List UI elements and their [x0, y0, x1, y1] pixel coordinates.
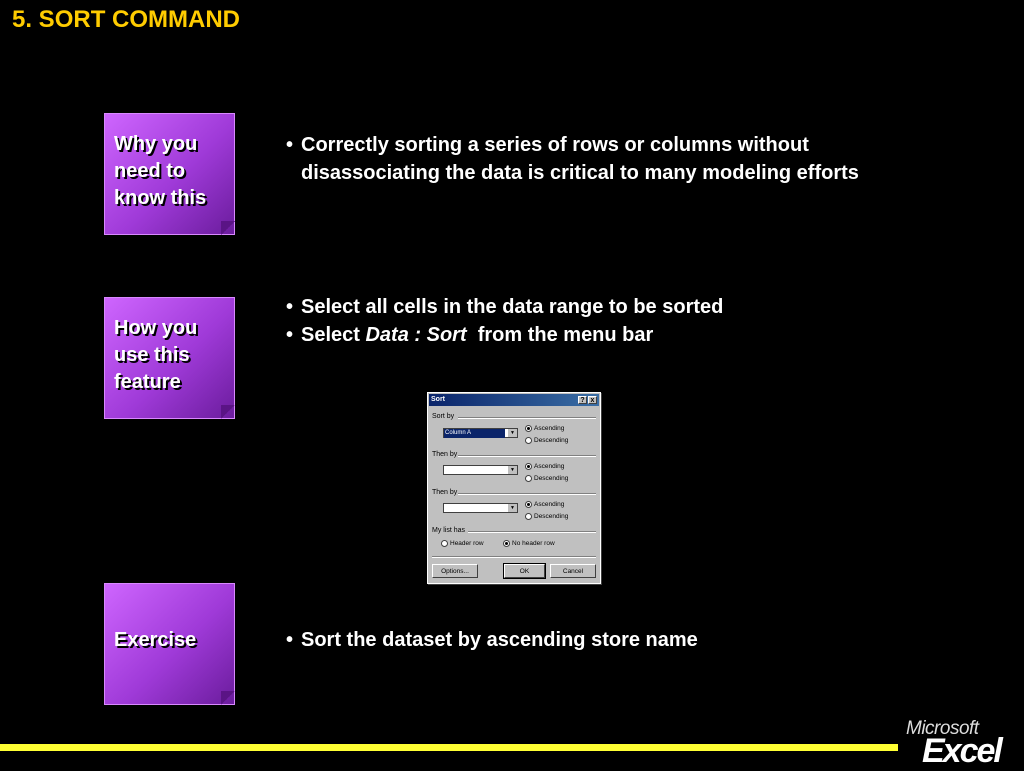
box-fold-corner: [221, 691, 235, 705]
divider: [468, 531, 596, 533]
exercise-box-label: Exercise: [114, 629, 197, 651]
microsoft-excel-logo: [906, 718, 1001, 771]
then-by-2-ascending-radio[interactable]: Ascending: [525, 501, 564, 508]
how-bullet-2: [286, 321, 906, 349]
chevron-down-icon[interactable]: ▼: [507, 429, 517, 437]
sort-by-ascending-radio[interactable]: Ascending: [525, 425, 564, 432]
box-fold-corner: [221, 405, 235, 419]
chevron-down-icon[interactable]: ▼: [507, 466, 517, 474]
divider: [432, 556, 596, 558]
why-box-label: Why you need to know this: [114, 133, 207, 209]
how-bullet-2-suffix: from the menu bar: [466, 324, 654, 346]
how-box-label: How you use this feature: [114, 317, 198, 393]
exercise-bullet: • Sort the dataset by ascending store name: [286, 626, 906, 654]
how-bullet-2-prefix: Select: [301, 324, 366, 346]
footer-accent-line: [0, 744, 898, 751]
how-bullets: [286, 293, 906, 349]
header-row-radio[interactable]: Header row: [441, 540, 484, 547]
sort-by-descending-radio[interactable]: Descending: [525, 437, 568, 444]
exercise-bullets: [286, 626, 906, 654]
then-by-2-combo[interactable]: [443, 503, 518, 513]
sort-by-label: Sort by: [432, 413, 455, 420]
sort-by-combo[interactable]: [443, 428, 518, 438]
my-list-has-label: My list has: [432, 527, 466, 534]
logo-microsoft-text: Microsoft: [906, 718, 979, 739]
slide-title: 5. SORT COMMAND: [12, 6, 240, 33]
dialog-title: Sort: [431, 396, 445, 403]
then-by-1-combo[interactable]: [443, 465, 518, 475]
cancel-button[interactable]: Cancel: [550, 564, 596, 578]
then-by-2-label: Then by: [432, 489, 458, 496]
how-bullet-1: • Select all cells in the data range to be sorted: [286, 293, 906, 321]
exercise-box: [104, 583, 235, 705]
divider: [458, 493, 596, 495]
why-box: [104, 113, 235, 235]
options-button[interactable]: Options...: [432, 564, 478, 578]
help-icon[interactable]: ?: [578, 396, 587, 404]
then-by-2-descending-radio[interactable]: Descending: [525, 513, 568, 520]
box-fold-corner: [221, 221, 235, 235]
sort-dialog: [427, 392, 601, 584]
close-icon[interactable]: x: [588, 396, 597, 404]
then-by-1-descending-radio[interactable]: Descending: [525, 475, 568, 482]
sort-by-value: Column A: [444, 429, 505, 438]
how-bullet-2-menu-path: Data : Sort: [365, 324, 467, 346]
ok-button[interactable]: OK: [504, 564, 545, 578]
divider: [458, 455, 596, 457]
how-box: [104, 297, 235, 419]
dialog-title-bar: [429, 394, 599, 406]
chevron-down-icon[interactable]: ▼: [507, 504, 517, 512]
logo-excel-text: Excel: [922, 732, 1001, 770]
no-header-row-radio[interactable]: No header row: [503, 540, 555, 547]
divider: [458, 417, 596, 419]
then-by-1-ascending-radio[interactable]: Ascending: [525, 463, 564, 470]
then-by-1-label: Then by: [432, 451, 458, 458]
why-bullet: • Correctly sorting a series of rows or columns without disassociating the data is critical to many modeling efforts: [286, 131, 866, 187]
why-bullets: [286, 131, 866, 187]
